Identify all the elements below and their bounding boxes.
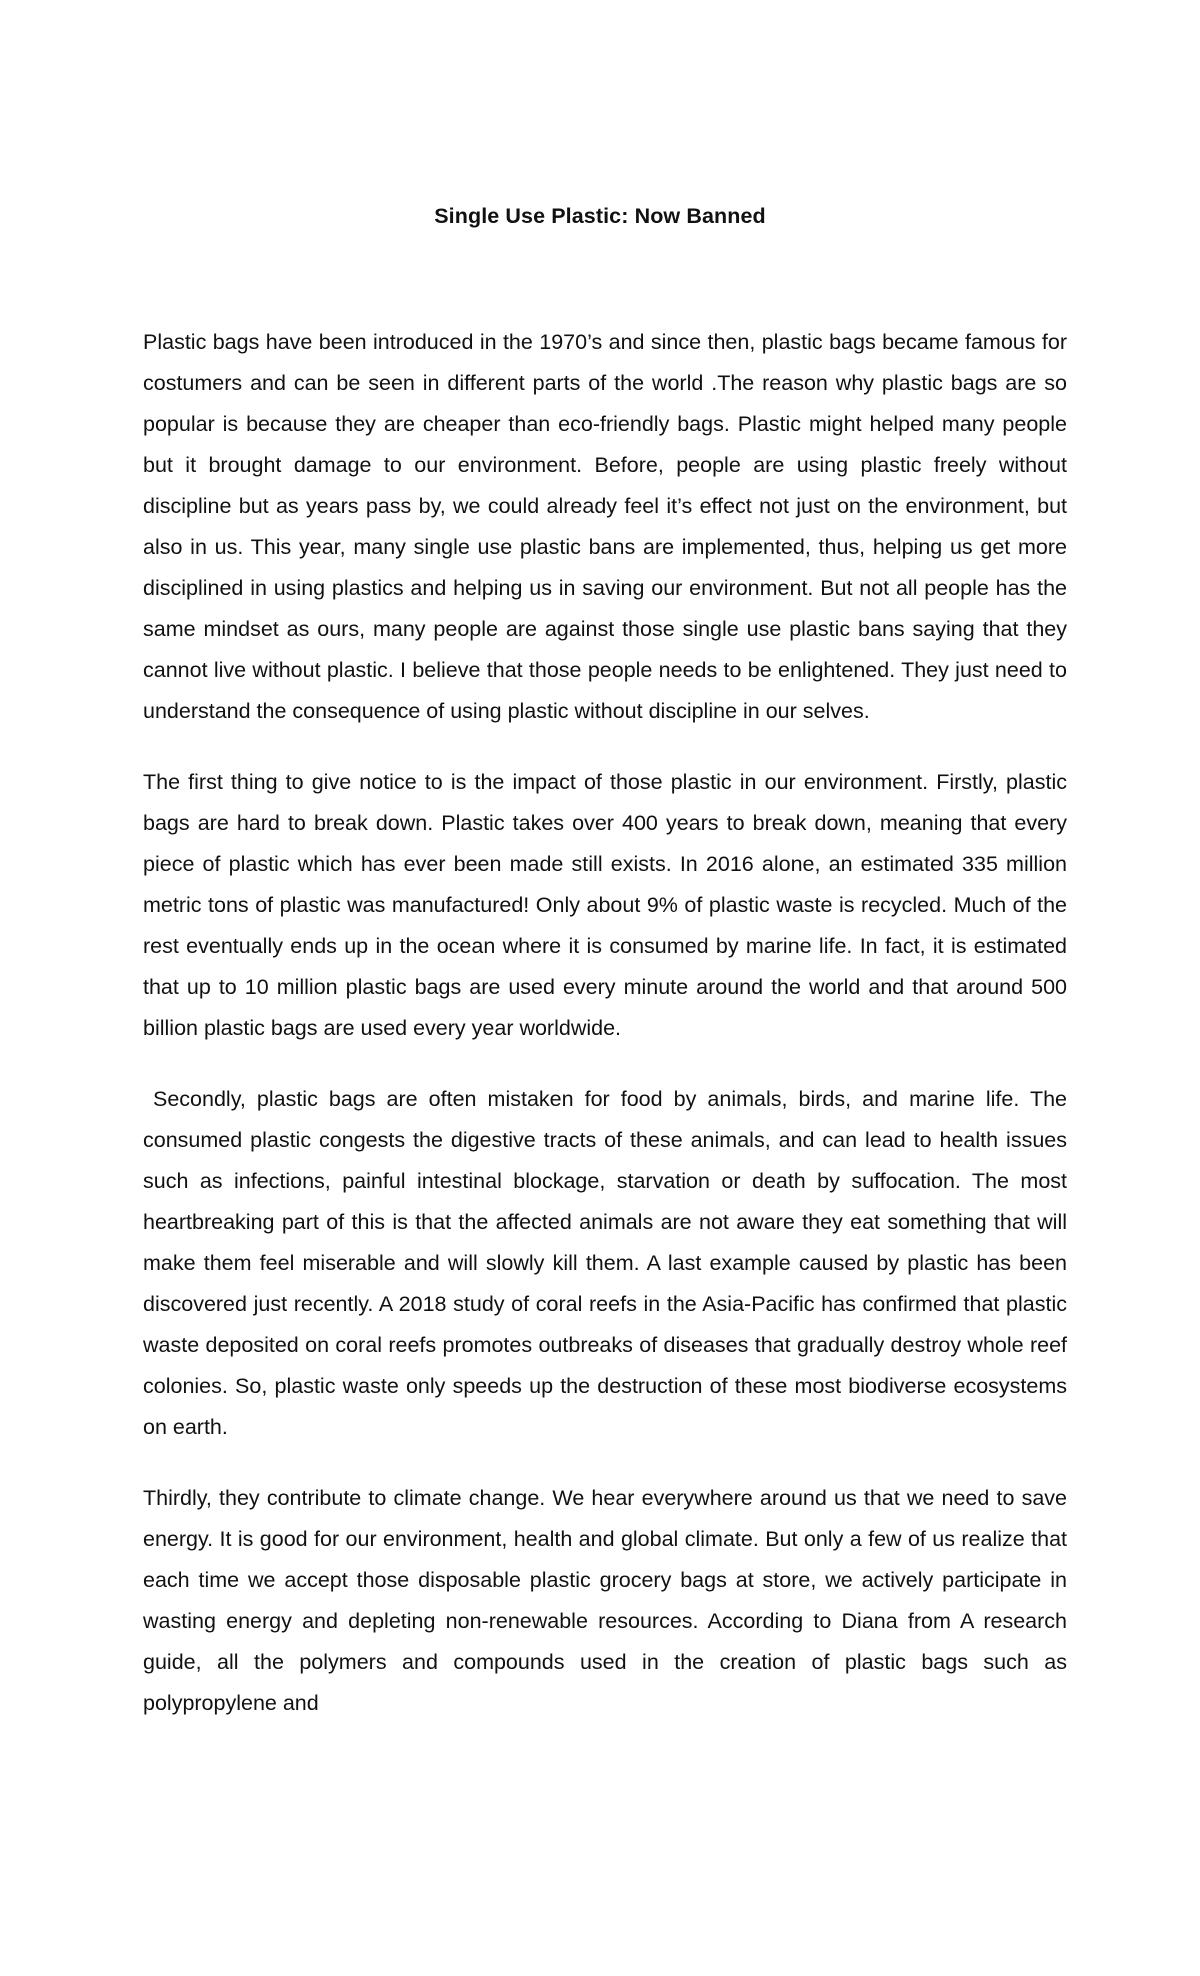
- document-body: [143, 322, 1067, 1724]
- document-title: Single Use Plastic: Now Banned: [434, 204, 766, 228]
- paragraph-first-impact: The first thing to give notice to is the impact of those plastic in our environment. Firstly, plastic bags are hard to break down. Plastic takes over 400 years to break down, meaning that every piece of plastic which has ever been made still exists. In 2016 alone, an estimated 335 million metric tons of plastic was manufactured! Only about 9% of plastic waste is recycled. Much of the rest eventually ends up in the ocean where it is consumed by marine life. In fact, it is estimated that up to 10 million plastic bags are used every minute around the world and that around 500 billion plastic bags are used every year worldwide.: [143, 770, 1067, 1040]
- paragraph-introduction: Plastic bags have been introduced in the 1970’s and since then, plastic bags became famous for costumers and can be seen in different parts of the world .The reason why plastic bags are so popular is because they are cheaper than eco-friendly bags. Plastic might helped many people but it brought damage to our environment. Before, people are using plastic freely without discipline but as years pass by, we could already feel it’s effect not just on the environment, but also in us. This year, many single use plastic bans are implemented, thus, helping us get more disciplined in using plastics and helping us in saving our environment. But not all people has the same mindset as ours, many people are against those single use plastic bans saying that they cannot live without plastic. I believe that those people needs to be enlightened. They just need to understand the consequence of using plastic without discipline in our selves.: [143, 330, 1067, 723]
- paragraph-third-impact: Thirdly, they contribute to climate change. We hear everywhere around us that we need to save energy. It is good for our environment, health and global climate. But only a few of us realize that each time we accept those disposable plastic grocery bags at store, we actively participate in wasting energy and depleting non-renewable resources. According to Diana from A research guide, all the polymers and compounds used in the creation of plastic bags such as polypropylene and: [143, 1486, 1067, 1715]
- paragraph-second-impact: Secondly, plastic bags are often mistaken for food by animals, birds, and marine life. The consumed plastic congests the digestive tracts of these animals, and can lead to health issues such as infections, painful intestinal blockage, starvation or death by suffocation. The most heartbreaking part of this is that the affected animals are not aware they eat something that will make them feel miserable and will slowly kill them. A last example caused by plastic has been discovered just recently. A 2018 study of coral reefs in the Asia-Pacific has confirmed that plastic waste deposited on coral reefs promotes outbreaks of diseases that gradually destroy whole reef colonies. So, plastic waste only speeds up the destruction of these most biodiverse ecosystems on earth.: [143, 1087, 1067, 1439]
